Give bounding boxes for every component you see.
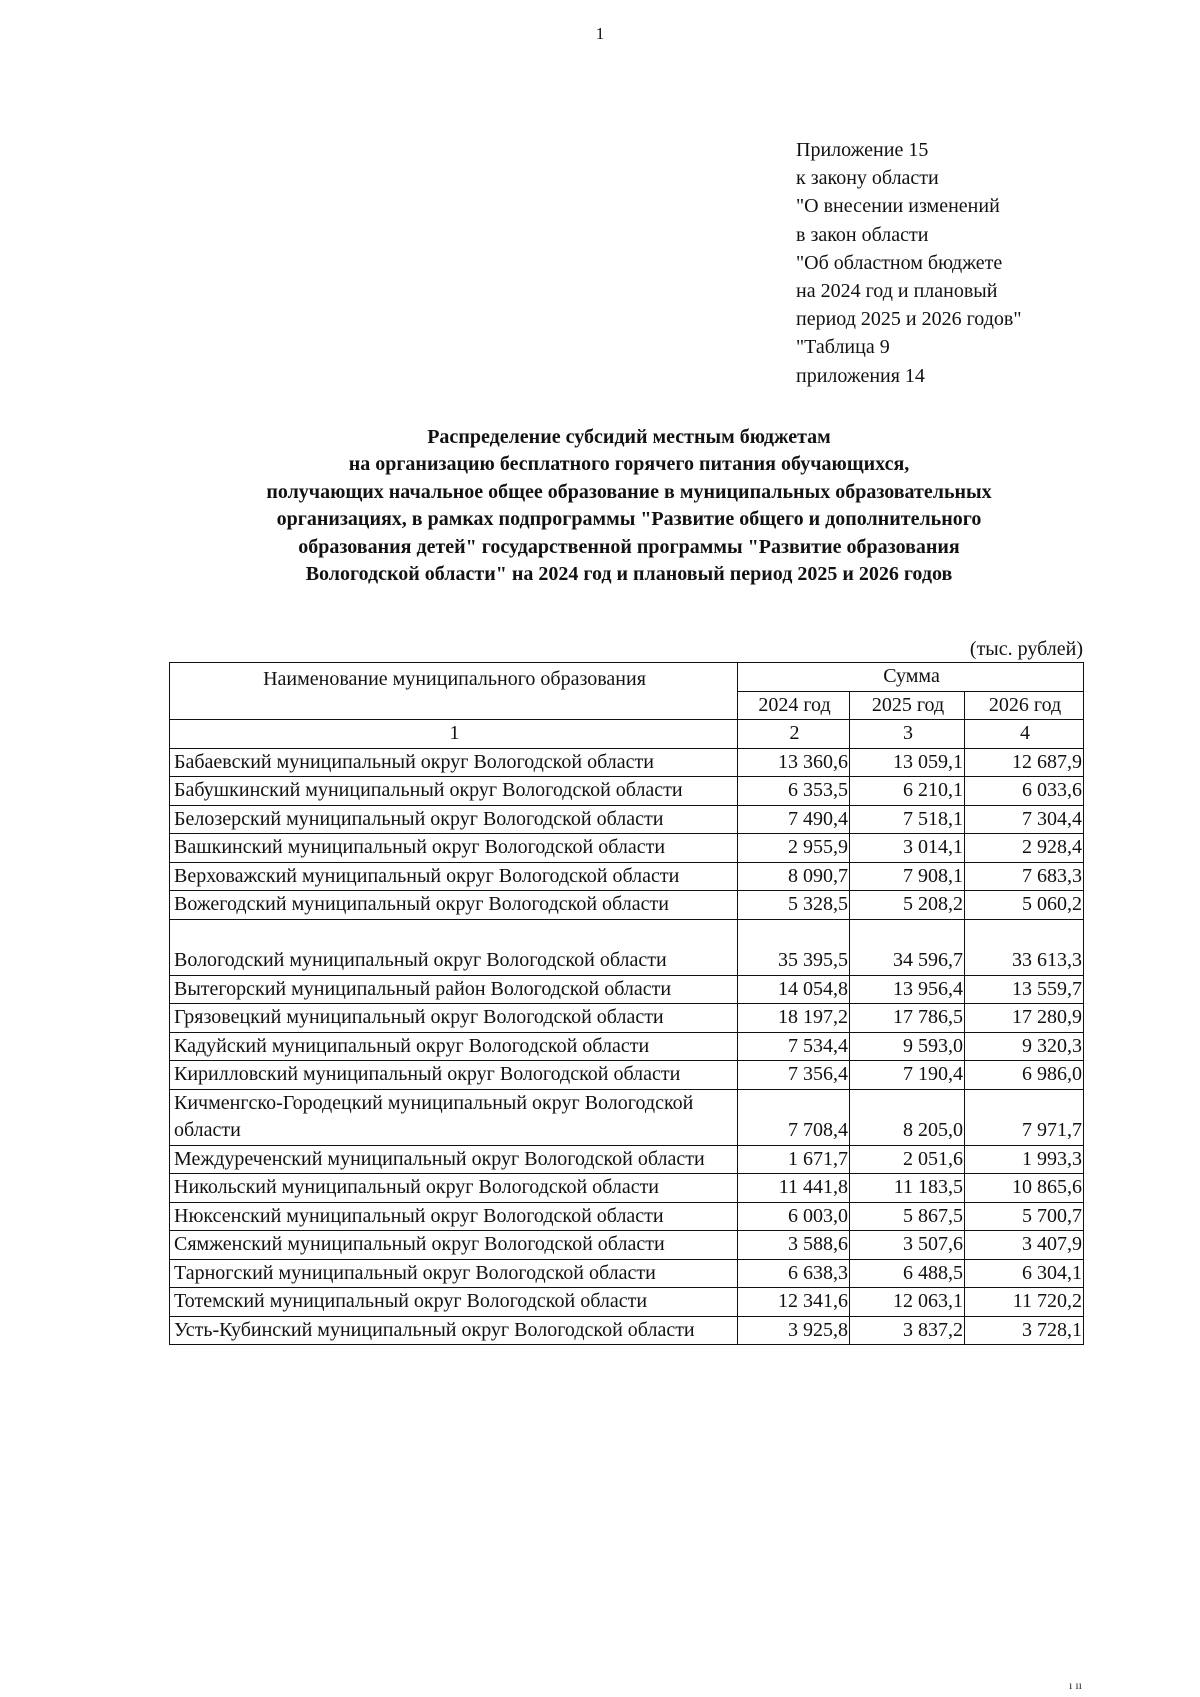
municipality-name: Кичменгско-Городецкий муниципальный округ Вологодской области [170, 1089, 738, 1145]
municipality-name: Вашкинский муниципальный округ Вологодской области [170, 834, 738, 863]
table-header-row [170, 663, 1084, 692]
municipality-name: Вологодский муниципальный округ Вологодской области [170, 919, 738, 975]
value-2024: 5 328,5 [738, 891, 850, 920]
value-2024: 14 054,8 [738, 975, 850, 1004]
value-2026: 5 700,7 [965, 1202, 1084, 1231]
table-row [170, 748, 1084, 777]
table-row [170, 1145, 1084, 1174]
header-year: 2025 год [850, 691, 965, 720]
value-2024: 6 638,3 [738, 1259, 850, 1288]
value-2024: 18 197,2 [738, 1004, 850, 1033]
table-row [170, 1004, 1084, 1033]
municipality-name: Тарногский муниципальный округ Вологодской области [170, 1259, 738, 1288]
value-2026: 7 683,3 [965, 862, 1084, 891]
value-2026: 3 728,1 [965, 1316, 1084, 1345]
value-2024: 12 341,6 [738, 1288, 850, 1317]
value-2025: 7 908,1 [850, 862, 965, 891]
column-number: 2 [738, 720, 850, 749]
value-2025: 13 956,4 [850, 975, 965, 1004]
table-row [170, 1316, 1084, 1345]
value-2026: 1 993,3 [965, 1145, 1084, 1174]
table-row [170, 1174, 1084, 1203]
value-2025: 12 063,1 [850, 1288, 965, 1317]
value-2026: 7 304,4 [965, 805, 1084, 834]
value-2025: 5 867,5 [850, 1202, 965, 1231]
value-2024: 6 353,5 [738, 777, 850, 806]
table-row [170, 805, 1084, 834]
value-2025: 5 208,2 [850, 891, 965, 920]
value-2024: 6 003,0 [738, 1202, 850, 1231]
table-column-numbers-row [170, 720, 1084, 749]
value-2026: 11 720,2 [965, 1288, 1084, 1317]
subsidy-table [169, 662, 1084, 1345]
value-2026: 17 280,9 [965, 1004, 1084, 1033]
value-2025: 17 786,5 [850, 1004, 965, 1033]
appendix-line: "Об областном бюджете [796, 251, 1003, 274]
value-2025: 13 059,1 [850, 748, 965, 777]
column-number: 1 [170, 720, 738, 749]
municipality-name: Никольский муниципальный округ Вологодской области [170, 1174, 738, 1203]
table-row [170, 1231, 1084, 1260]
value-2024: 13 360,6 [738, 748, 850, 777]
title-line: получающих начальное общее образование в муниципальных образовательных [266, 480, 992, 503]
column-number: 4 [965, 720, 1084, 749]
title-line: образования детей" государственной программы "Развитие образования [298, 535, 960, 558]
municipality-name: Кадуйский муниципальный округ Вологодской области [170, 1032, 738, 1061]
municipality-name: Бабушкинский муниципальный округ Вологодской области [170, 777, 738, 806]
table-row [170, 1288, 1084, 1317]
value-2026: 3 407,9 [965, 1231, 1084, 1260]
value-2026: 2 928,4 [965, 834, 1084, 863]
title-line: на организацию бесплатного горячего питания обучающихся, [348, 453, 910, 476]
header-year: 2026 год [965, 691, 1084, 720]
header-sum: Сумма [738, 663, 1084, 692]
value-2024: 7 708,4 [738, 1089, 850, 1145]
municipality-name: Белозерский муниципальный округ Вологодской области [170, 805, 738, 834]
value-2025: 2 051,6 [850, 1145, 965, 1174]
municipality-name: Междуреченский муниципальный округ Вологодской области [170, 1145, 738, 1174]
appendix-line: Приложение 15 [796, 139, 929, 161]
appendix-line: приложения 14 [796, 364, 925, 387]
appendix-line: "О внесении изменений [796, 195, 1000, 218]
value-2026: 10 865,6 [965, 1174, 1084, 1203]
value-2026: 6 033,6 [965, 777, 1084, 806]
document-title [150, 424, 1108, 588]
value-2025: 9 593,0 [850, 1032, 965, 1061]
value-2024: 2 955,9 [738, 834, 850, 863]
appendix-line: к закону области [796, 167, 939, 190]
value-2026: 12 687,9 [965, 748, 1084, 777]
header-year: 2024 год [738, 691, 850, 720]
value-2025: 34 596,7 [850, 919, 965, 975]
table-row [170, 975, 1084, 1004]
value-2026: 33 613,3 [965, 919, 1084, 975]
value-2025: 3 507,6 [850, 1231, 965, 1260]
value-2026: 6 986,0 [965, 1061, 1084, 1090]
title-line: Распределение субсидий местным бюджетам [427, 426, 831, 448]
appendix-line: "Таблица 9 [796, 336, 890, 359]
table-row [170, 862, 1084, 891]
table-row [170, 1089, 1084, 1145]
value-2024: 3 925,8 [738, 1316, 850, 1345]
value-2025: 6 210,1 [850, 777, 965, 806]
appendix-line: в закон области [796, 223, 929, 246]
municipality-name: Сямженский муниципальный округ Вологодской области [170, 1231, 738, 1260]
table-row [170, 919, 1084, 975]
table-row [170, 1202, 1084, 1231]
value-2026: 6 304,1 [965, 1259, 1084, 1288]
value-2024: 7 534,4 [738, 1032, 850, 1061]
table-row [170, 1061, 1084, 1090]
municipality-name: Кирилловский муниципальный округ Вологодской области [170, 1061, 738, 1090]
municipality-name: Бабаевский муниципальный округ Вологодской области [170, 748, 738, 777]
value-2026: 7 971,7 [965, 1089, 1084, 1145]
value-2026: 9 320,3 [965, 1032, 1084, 1061]
value-2024: 35 395,5 [738, 919, 850, 975]
value-2026: 5 060,2 [965, 891, 1084, 920]
municipality-name: Нюксенский муниципальный округ Вологодской области [170, 1202, 738, 1231]
value-2026: 13 559,7 [965, 975, 1084, 1004]
municipality-name: Усть-Кубинский муниципальный округ Вологодской области [170, 1316, 738, 1345]
value-2025: 7 518,1 [850, 805, 965, 834]
appendix-line: на 2024 год и плановый [796, 280, 998, 303]
appendix-reference [796, 136, 1022, 390]
title-line: Вологодской области" на 2024 год и плановый период 2025 и 2026 годов [305, 563, 953, 586]
table-row [170, 777, 1084, 806]
units-label: (тыс. рублей) [969, 638, 1083, 660]
table-row [170, 834, 1084, 863]
value-2025: 3 837,2 [850, 1316, 965, 1345]
table-body [170, 748, 1084, 1345]
value-2025: 11 183,5 [850, 1174, 965, 1203]
value-2024: 7 356,4 [738, 1061, 850, 1090]
column-number: 3 [850, 720, 965, 749]
table-row [170, 891, 1084, 920]
header-name: Наименование муниципального образования [170, 663, 738, 720]
value-2024: 8 090,7 [738, 862, 850, 891]
municipality-name: Вытегорский муниципальный район Вологодской области [170, 975, 738, 1004]
municipality-name: Грязовецкий муниципальный округ Вологодской области [170, 1004, 738, 1033]
value-2025: 8 205,0 [850, 1089, 965, 1145]
appendix-line: период 2025 и 2026 годов" [796, 308, 1022, 331]
table-row [170, 1259, 1084, 1288]
value-2025: 7 190,4 [850, 1061, 965, 1090]
municipality-name: Верховажский муниципальный округ Вологодской области [170, 862, 738, 891]
value-2025: 3 014,1 [850, 834, 965, 863]
municipality-name: Тотемский муниципальный округ Вологодской области [170, 1288, 738, 1317]
value-2024: 3 588,6 [738, 1231, 850, 1260]
municipality-name: Вожегодский муниципальный округ Вологодской области [170, 891, 738, 920]
value-2024: 7 490,4 [738, 805, 850, 834]
page-number: 1 [595, 24, 605, 43]
table-row [170, 1032, 1084, 1061]
value-2024: 11 441,8 [738, 1174, 850, 1203]
value-2024: 1 671,7 [738, 1145, 850, 1174]
value-2025: 6 488,5 [850, 1259, 965, 1288]
page-edge-mark: ı ıı [1068, 1678, 1082, 1692]
title-line: организациях, в рамках подпрограммы "Развитие общего и дополнительного [276, 508, 982, 531]
